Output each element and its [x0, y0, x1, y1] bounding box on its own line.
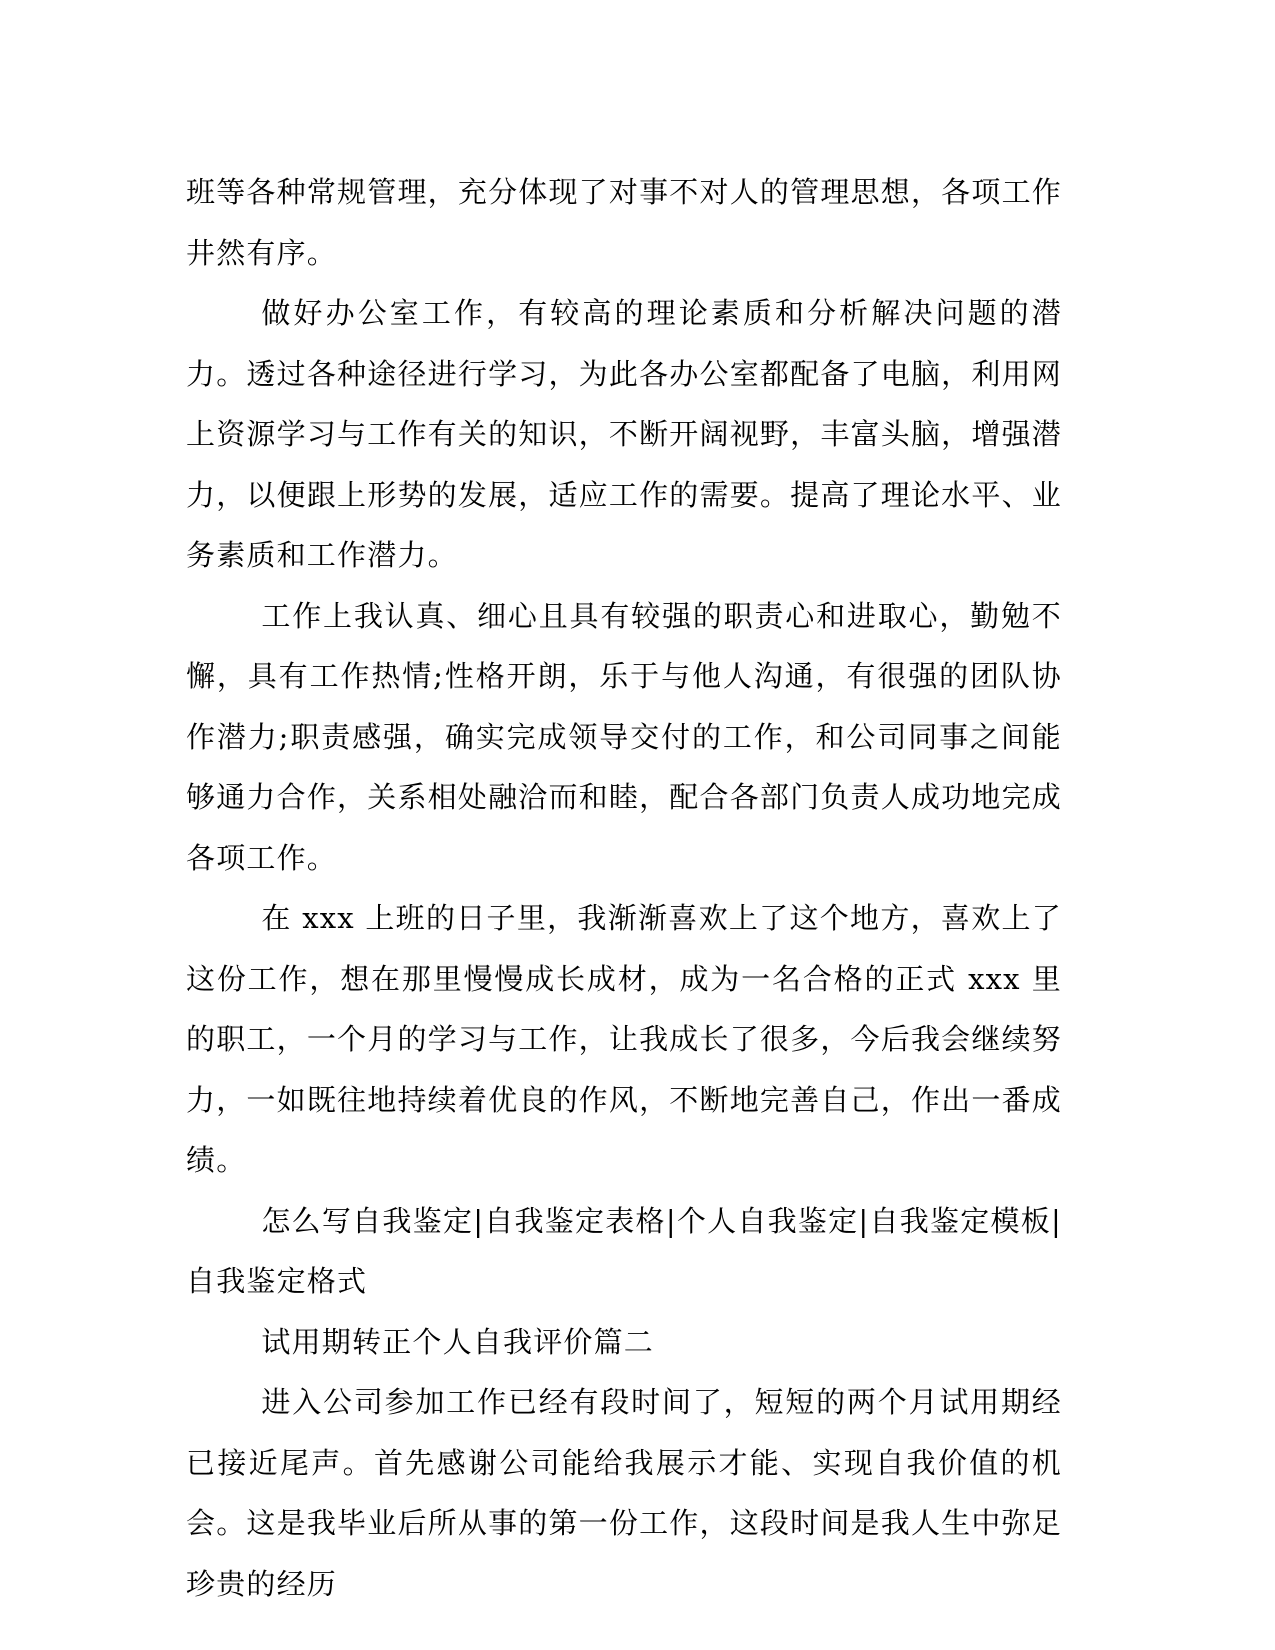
paragraph-office-work: 做好办公室工作，有较高的理论素质和分析解决问题的潜力。透过各种途径进行学习，为此各办公室都配备了电脑，利用网上资源学习与工作有关的知识，不断开阔视野，丰富头脑，增强潜力，以便跟上形势的发展，适应工作的需要。提高了理论水平、业务素质和工作潜力。	[186, 296, 1062, 572]
paragraph-intro-part-two: 进入公司参加工作已经有段时间了，短短的两个月试用期经已接近尾声。首先感谢公司能给我展示才能、实现自我价值的机会。这是我毕业后所从事的第一份工作，这段时间是我人生中弥足珍贵的经历	[186, 1385, 1062, 1601]
paragraph-links: 怎么写自我鉴定|自我鉴定表格|个人自我鉴定|自我鉴定模板|自我鉴定格式	[186, 1203, 1062, 1298]
paragraph-work-attitude: 工作上我认真、细心且具有较强的职责心和进取心，勤勉不懈，具有工作热情;性格开朗，乐于与他人沟通，有很强的团队协作潜力;职责感强，确实完成领导交付的工作，和公司同事之间能够通力合作，关系相处融洽而和睦，配合各部门负责人成功地完成各项工作。	[186, 598, 1062, 875]
paragraph-continuation: 班等各种常规管理，充分体现了对事不对人的管理思想，各项工作井然有序。	[186, 175, 1062, 270]
section-heading: 试用期转正个人自我评价篇二	[261, 1324, 654, 1359]
paragraph-growth: 在 xxx 上班的日子里，我渐渐喜欢上了这个地方，喜欢上了这份工作，想在那里慢慢成长成材，成为一名合格的正式 xxx 里的职工，一个月的学习与工作，让我成长了很多，今后我会继续努力，一如既往地持续着优良的作风，不断地完善自己，作出一番成绩。	[186, 901, 1062, 1177]
document-body	[186, 162, 1062, 1614]
